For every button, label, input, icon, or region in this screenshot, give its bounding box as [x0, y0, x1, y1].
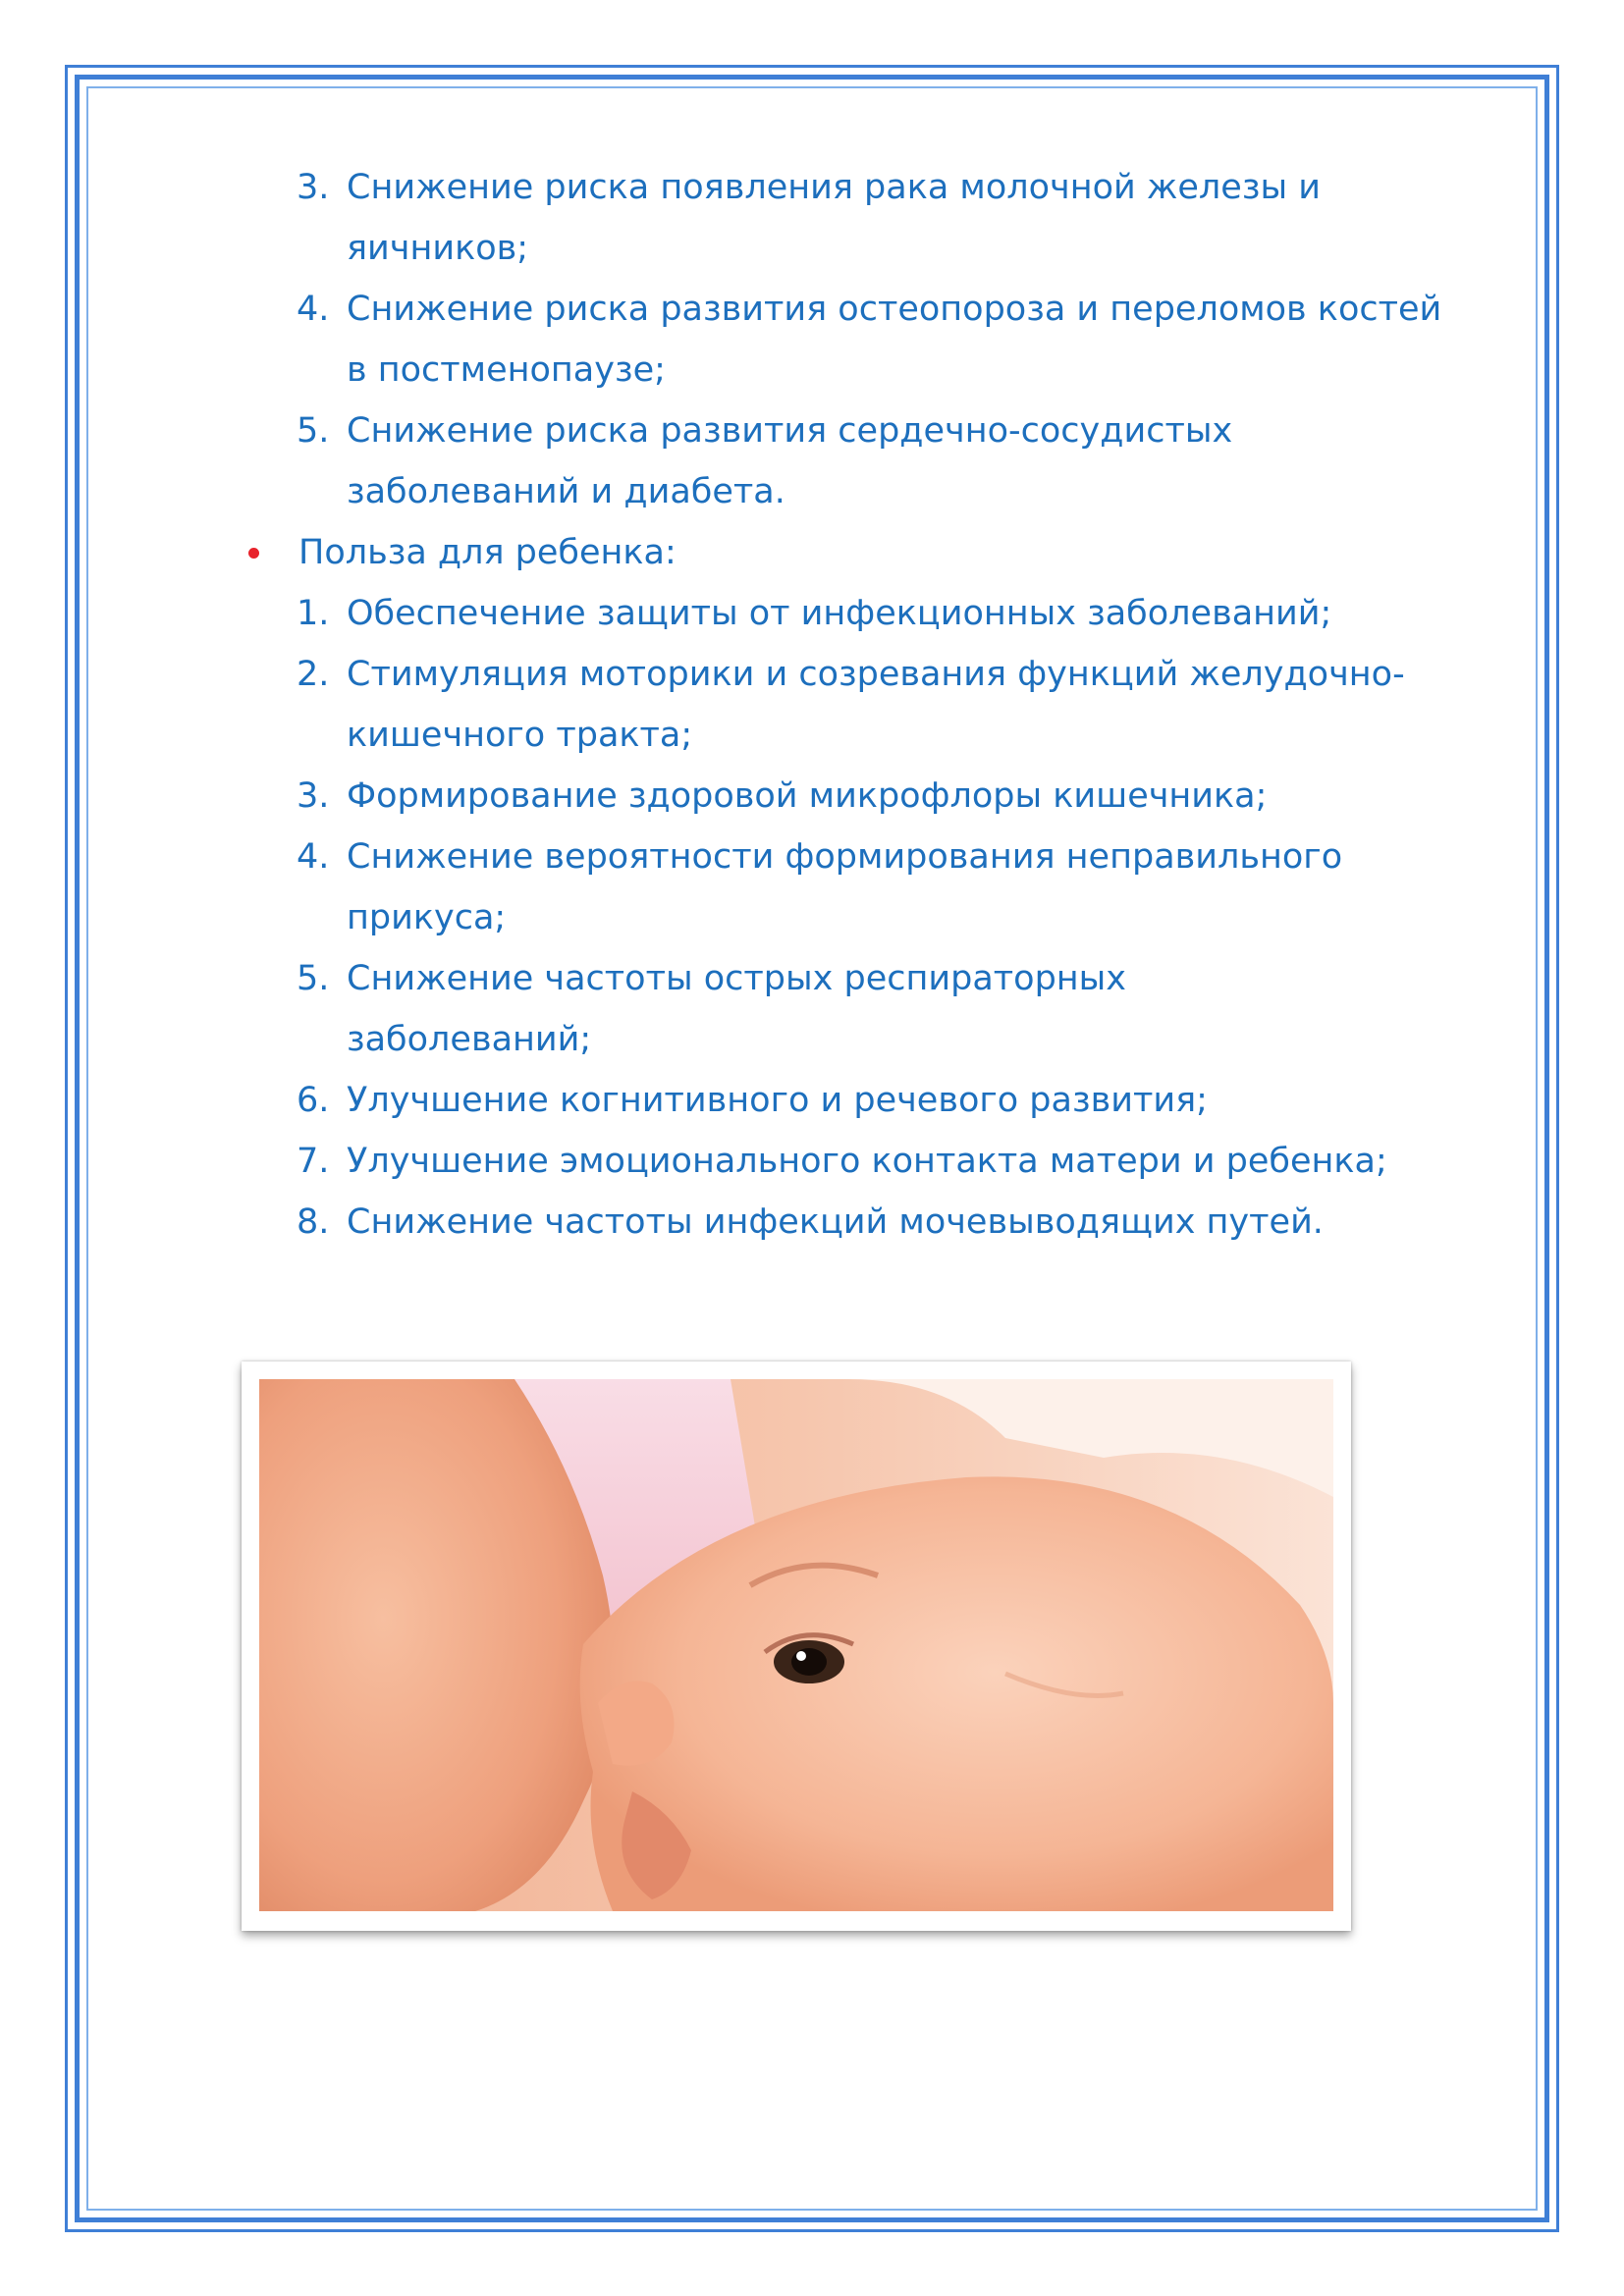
mother-benefit-item: [236, 279, 1453, 400]
child-benefit-item: [236, 644, 1453, 766]
bullet-dot-icon: [248, 548, 259, 559]
list-number: 5.: [297, 411, 330, 451]
child-benefit-item: [236, 583, 1453, 644]
list-item-line: заболеваний;: [347, 1020, 592, 1059]
list-number: 6.: [297, 1081, 330, 1120]
mother-benefit-item: [236, 157, 1453, 279]
list-item-line: яичников;: [347, 229, 529, 268]
list-number: 3.: [297, 776, 330, 816]
child-benefits-list: [236, 583, 1453, 1253]
child-benefit-item: [236, 766, 1453, 827]
list-number: 4.: [297, 837, 330, 877]
list-item-line: кишечного тракта;: [347, 716, 693, 755]
list-item-line: прикуса;: [347, 898, 507, 937]
child-benefit-item: [236, 948, 1453, 1070]
list-item-line: Обеспечение защиты от инфекционных заболеваний;: [347, 594, 1332, 633]
child-benefit-item: [236, 1070, 1453, 1131]
child-benefit-item: [236, 1131, 1453, 1192]
photo-frame: [242, 1362, 1351, 1931]
list-item-line: Снижение риска появления рака молочной железы и: [347, 168, 1321, 207]
list-item-line: Формирование здоровой микрофлоры кишечника;: [347, 776, 1268, 816]
mother-benefits-list: [236, 157, 1453, 522]
mother-benefit-item: [236, 400, 1453, 522]
list-number: 7.: [297, 1142, 330, 1181]
list-item-line: в постменопаузе;: [347, 350, 666, 390]
list-item-line: заболеваний и диабета.: [347, 472, 785, 511]
list-number: 4.: [297, 290, 330, 329]
document-body: [236, 157, 1453, 1253]
list-item-line: Улучшение когнитивного и речевого развития;: [347, 1081, 1208, 1120]
list-item-line: Снижение риска развития остеопороза и переломов костей: [347, 290, 1442, 329]
child-benefit-item: [236, 827, 1453, 948]
breastfeeding-photo: [259, 1379, 1333, 1911]
child-benefits-heading: [236, 522, 1453, 583]
list-item-line: Улучшение эмоционального контакта матери и ребенка;: [347, 1142, 1387, 1181]
child-benefits-heading-text: Польза для ребенка:: [298, 533, 677, 572]
list-number: 3.: [297, 168, 330, 207]
list-item-line: Снижение риска развития сердечно-сосудистых: [347, 411, 1233, 451]
child-benefit-item: [236, 1192, 1453, 1253]
list-item-line: Стимуляция моторики и созревания функций желудочно-: [347, 655, 1405, 694]
list-item-line: Снижение частоты инфекций мочевыводящих путей.: [347, 1202, 1324, 1242]
list-item-line: Снижение частоты острых респираторных: [347, 959, 1127, 998]
list-item-line: Снижение вероятности формирования неправильного: [347, 837, 1343, 877]
list-number: 8.: [297, 1202, 330, 1242]
list-number: 5.: [297, 959, 330, 998]
list-number: 2.: [297, 655, 330, 694]
list-number: 1.: [297, 594, 330, 633]
